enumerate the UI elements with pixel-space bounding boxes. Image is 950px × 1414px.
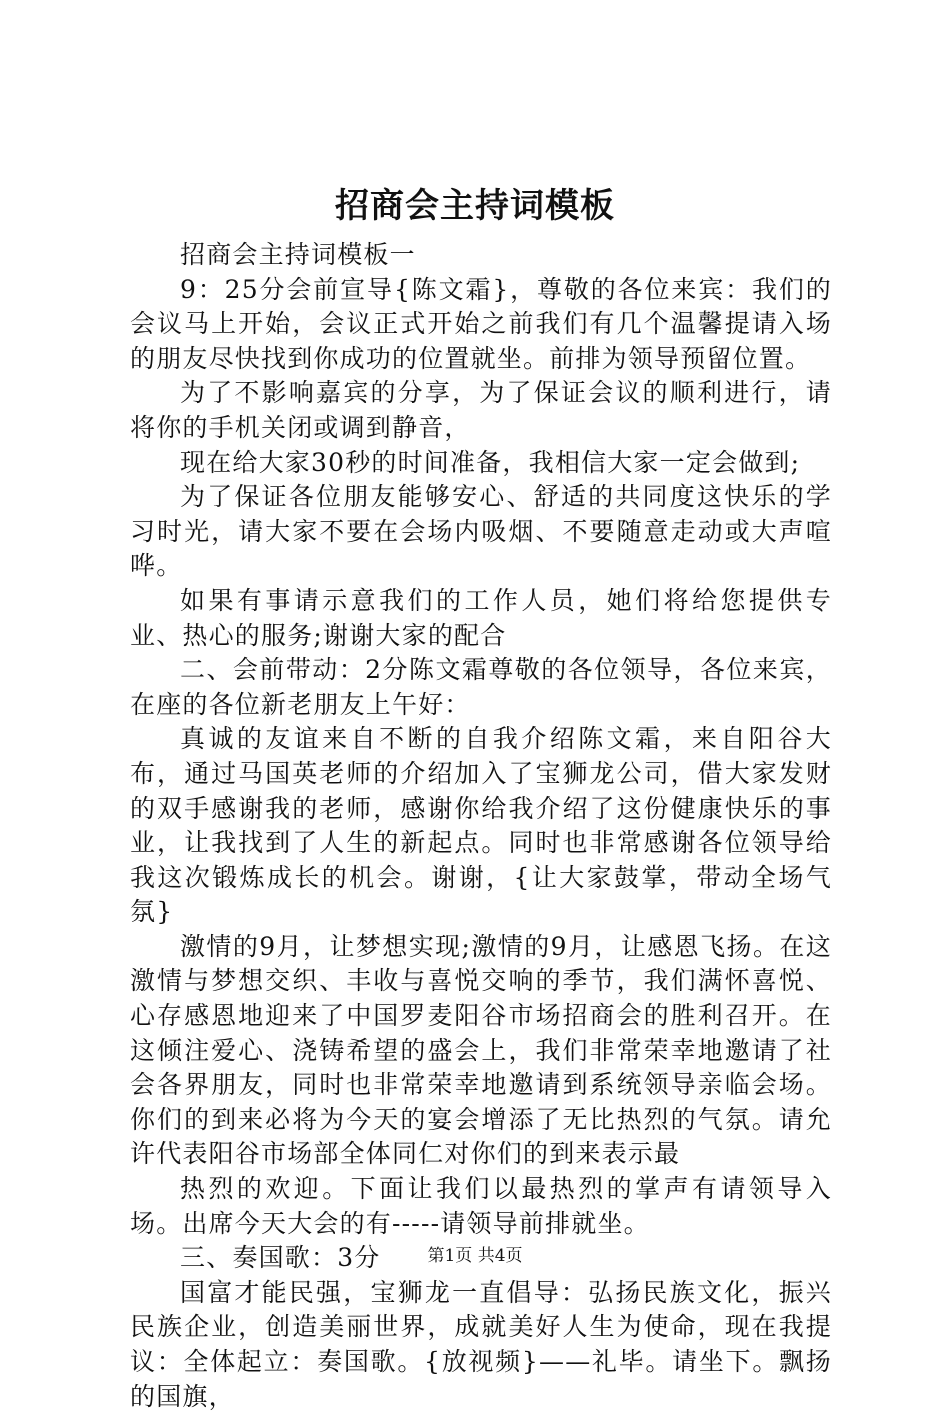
paragraph-section-three: 三、奏国歌：3分 xyxy=(180,1243,381,1273)
document-body xyxy=(130,238,832,1414)
paragraph-anthem: 国富才能民强，宝狮龙一直倡导：弘扬民族文化，振兴民族企业，创造美丽世界，成就美好人生为使命，现在我提议：全体起立：奏国歌。{放视频}——礼毕。请坐下。飘扬的国旗， xyxy=(130,1277,832,1411)
paragraph-conduct: 为了保证各位朋友能够安心、舒适的共同度这快乐的学习时光，请大家不要在会场内吸烟、不要随意走动或大声喧哗。 xyxy=(130,482,832,581)
paragraph-welcome: 热烈的欢迎。下面让我们以最热烈的掌声有请领导入场。出席今天大会的有-----请领导前排就坐。 xyxy=(130,1174,832,1238)
document-title: 招商会主持词模板 xyxy=(335,186,615,226)
paragraph-introduction: 真诚的友谊来自不断的自我介绍陈文霜，来自阳谷大布，通过马国英老师的介绍加入了宝狮龙公司，借大家发财的双手感谢我的老师，感谢你给我介绍了这份健康快乐的事业，让我找到了人生的新起点。同时也非常感谢各位领导给我这次锻炼成长的机会。谢谢，{让大家鼓掌，带动全场气氛} xyxy=(130,724,832,927)
page-number-footer: 第1页 共4页 xyxy=(427,1246,523,1266)
paragraph-section-two: 二、会前带动：2分陈文霜尊敬的各位领导，各位来宾，在座的各位新老朋友上午好： xyxy=(130,655,832,719)
paragraph-subtitle: 招商会主持词模板一 xyxy=(180,240,416,269)
paragraph-prep-time: 现在给大家30秒的时间准备，我相信大家一定会做到; xyxy=(180,447,801,477)
paragraph-staff: 如果有事请示意我们的工作人员，她们将给您提供专业、热心的服务;谢谢大家的配合 xyxy=(130,585,832,650)
paragraph-september: 激情的9月，让梦想实现;激情的9月，让感恩飞扬。在这激情与梦想交织、丰收与喜悦交响的季节，我们满怀喜悦、心存感恩地迎来了中国罗麦阳谷市场招商会的胜利召开。在这倾注爱心、浇铸希望的盛会上，我们非常荣幸地邀请了社会各界朋友，同时也非常荣幸地邀请到系统领导亲临会场。你们的到来必将为今天的宴会增添了无比热烈的气氛。请允许代表阳谷市场部全体同仁对你们的到来表示最 xyxy=(130,931,832,1169)
paragraph-phone-notice: 为了不影响嘉宾的分享，为了保证会议的顺利进行，请将你的手机关闭或调到静音， xyxy=(130,378,832,442)
paragraph-opening: 9：25分会前宣导{陈文霜}，尊敬的各位来宾：我们的会议马上开始，会议正式开始之前我们有几个温馨提请入场的朋友尽快找到你成功的位置就坐。前排为领导预留位置。 xyxy=(130,274,832,373)
